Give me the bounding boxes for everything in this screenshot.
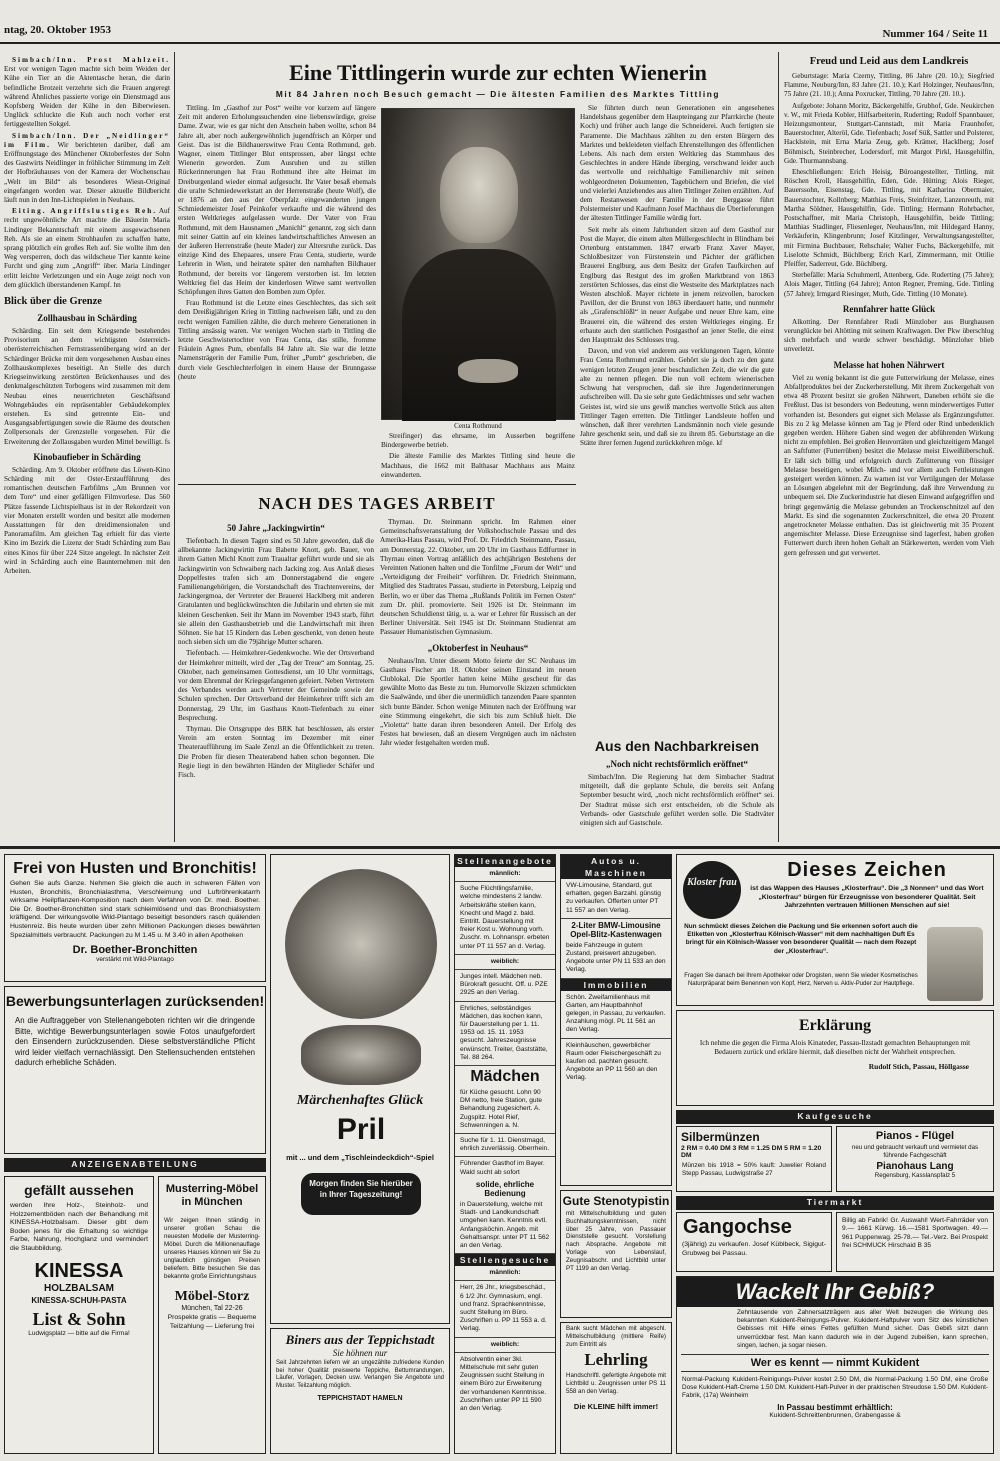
ad-text: Handschriftl. gefertigte Angebote mit Lichtbild u. Zeugnissen unter PS 11 558 an den Verlag.: [566, 1372, 666, 1395]
article-paragraph: Sie führten durch neun Generationen ein angesehenes Handelshaus gegenüber dem Haupteingang zur Pfarrkirche (heute Koch) und früher auch lange die Schneiderei. Auch fertigten sie Paramente. Die Machhaus zählten zu den ersten Bürgern des Marktes und bekleideten vielfach Ehrenstellungen des öffentlichen Lebens. Als nach dem ersten Weltkrieg das Stammhaus des Geschlechtes in andere Hände überging, verschwand leider auch das wertvolle und reichhaltige Familienarchiv mit seinen wohlgeordneten Dokumenten, Tagebüchern und Briefen, die viel und vielerlei Anziehendes aus alten Tittlinger Zeiten erzählten. Auf dem Restanwesen der Familie in der Berggasse führt Polstermeister und Kaufmann Josef Machhaus die Überlieferungen der ältesten Tittlinger Familie würdig fort.: [580, 104, 774, 223]
section-heading-nach-des-tages: NACH DES TAGES ARBEIT: [258, 494, 496, 513]
ad-text: neu und gebraucht verkauft und vermietet das führende Fachgeschäft: [851, 1144, 979, 1159]
article-signature: kf: [716, 439, 723, 448]
ad-kukident[interactable]: [676, 1276, 994, 1454]
ad-illustration-face: [285, 869, 437, 1019]
landkreis-heading: Freud und Leid aus dem Landkreis: [809, 56, 969, 67]
classified-item[interactable]: für Küche gesucht. Lohn 90 DM netto, freie Station, gute Behandlung zugesichert. A. Zugspitz. Hotel Rief, Schwenningen a. N.: [455, 1086, 555, 1134]
classified-item[interactable]: Ehrliches, selbständiges Mädchen, das kochen kann, für Dauerstellung per 1. 11. 1953 od. 15. 11. 1953 gesucht. Jahreszeugnisse erwünscht. Treiter, Gaststätte, Tel. 88 264.: [455, 1002, 555, 1066]
item-text: Neuhaus/Inn. Unter diesem Motto feierte der SC Neuhaus im Gasthaus Fischer am 18. Oktober seinen Einstand im neuen Clublokal. Die Sportler hatten keine Mühe gescheut für das gewählte Motto das Beste zu tun. Humorvolle Skizzen schmückten die Saalwände, und über die unermüdlich tanzenden Paare spannten sich bunte Bänder. Schon wenige Minuten nach der Eröffnung war eine Stimmung eingekehrt, die sich bis zum Schluß hielt. Die „Violetta“ hatte daran ihren besonderen Anteil. Der Erfolg des Festes hat bewiesen, daß an diesem Vergnügen auch im nächsten Jahr wieder festgehalten werden muß.: [380, 656, 576, 748]
classified-item[interactable]: in Dauerstellung, welche mit Stadt- und Landkundschaft umgehen kann. Kenntnis evtl. Anfangsköchin. Angeb. mit Gehaltsanspr. unter PT 11 562 an den Verlag.: [455, 1198, 555, 1254]
item-text: Tiefenbach. In diesen Tagen sind es 50 Jahre geworden, daß die allbekannte Jackingwirtin Frau Babette Knott, geb. Bauer, von ihrem Gatten Michl Knott zum Traualtar geführt wurde und sie als Jackingwirtin von Schwaiberg nach Jacking zog. Aus Anlaß dieses Doppelfestes trafen sich am Donnerstagabend die engere Familienangehörigen, die Vorstandschaft des Trachtenvereins, der Jackingergmoa, der Vertreter der Brauerei Hacklberg mit anderen Gratulanten und beglückwünschten die Jubilarin und ehrten sie mit kleinen Geschenken. Seit ihr Mann im November 1943 starb, führt sie allein den Gasthausbetrieb und die Landwirtschaft mit ihren Söhnen. Sie hat 15 Kindern das Leben geschenkt, von denen heute noch sieben sich um die 79jährige Mutter scharen.: [178, 537, 374, 647]
subheading: Zollhausbau in Schärding: [37, 313, 137, 324]
classified-item[interactable]: Suche für 1. 11. Dienstmagd, ehrlich zuverlässig. Oberrhein.: [455, 1134, 555, 1157]
item-text: Auf recht ungewöhnliche Art machte die Bäuerin Maria Lindinger Bekanntschaft mit einem ausgewachsenen Reh. Als sie an einem Strohhaufen zu schaffen hatte, sprang plötzlich ein großes Reh auf. Sie wollte ihm den Weg versperren, doch das wildscheue Tier kannte keine Furcht und ging zum „Angriff“ über. Maria Lindinger erlitt leichte Verletzungen und ein Auge zeigt noch von dem glücklich überstandenen Kampf.: [4, 207, 170, 289]
classified-item[interactable]: Suche Flüchtlingsfamilie, welche mindestens 2 landw. Arbeitskräfte stellen kann, Knecht und Magd z. bald. Eintritt. Dauerstellung mit freier Kost u. Wohnung vorh. Zuschr. m. Lohnanspr. erbeten unter PT 11 557 an d. Verlag.: [455, 882, 555, 955]
ad-erklaerung[interactable]: [676, 1010, 994, 1106]
sterbefaelle: Sterbefälle: Maria Schuhmertl, Attenberg, Gde. Ruderting (75 Jahre); Alois Mager, Tittling (64 Jahre); Anton Regner, Preming, Gde. Tittling (57 Jahre); Irmgard Riesinger, Muth, Gde. Tittling (10 Monate).: [784, 271, 994, 298]
category-label: männlich:: [455, 867, 555, 882]
subheading: „Oktoberfest in Neuhaus“: [427, 642, 529, 653]
ad-brand: Pril: [336, 1113, 386, 1146]
article-column-1: [178, 104, 376, 478]
ad-subtitle: KINESSA-SCHUH-PASTA: [31, 1295, 127, 1305]
item-text: Erst vor wenigen Tagen machte sich beim Weiden der Kühe ein Tier an die Aktentasche heran, die darin befindliche Brotzeit verzehrte sich die Frauen angeregt während Ähnliches passierte vorige ein Dienstmagd aus Kopfsberg Weiden der Kühe in den Biberwiesen. Unglück schluckte die Kuh auch noch vorher erst fertiggestellten Sokgel.: [4, 65, 170, 129]
ad-brand: KINESSA: [34, 1259, 124, 1282]
ad-text: Normal-Packung Kukident-Reinigungs-Pulver kostet 2.50 DM, die Normal-Packung 1.50 DM, eine Große Dose Kukident-Haft-Creme 1.50 DM. Kukident-Haft-Pulver in der praktischen Streudose 1.50 DM. Kukident-Fabrik, (17a) Weinheim: [682, 1376, 988, 1400]
ad-text: Münzen bis 1918 = 50% kauft: Juwelier Roland Stepp Passau, Ludwigstraße 27: [682, 1162, 826, 1177]
ad-title: Erklärung: [798, 1017, 871, 1034]
nach-column-1: [178, 518, 374, 840]
ad-shop: List & Sohn: [32, 1308, 126, 1329]
ad-brand: TEPPICHSTADT HAMELN: [317, 1395, 403, 1403]
ad-title: Wackelt Ihr Gebiß?: [677, 1277, 993, 1307]
ad-brand: Dr. Boether-Bronchitten: [72, 944, 198, 957]
ad-text: An die Auftraggeber von Stellenangeboten richten wir die dringende Bitte, wichtige Bewerbungsunterlagen sowie Fotos unaufgefordert den Einsendern zurückzusenden. Diese selbstverständliche Pflicht wird leider vielfach vernachlässigt. Den Stellensuchenden entstehen dadurch erhebliche Schäden.: [15, 1016, 255, 1067]
ad-address: Regensburg, Kasslanspfalz 5: [874, 1172, 956, 1180]
ad-kinessa[interactable]: [4, 1176, 154, 1454]
issue-date: ntag, 20. Oktober 1953: [4, 24, 112, 36]
ad-title: gefällt aussehen: [24, 1182, 134, 1198]
ads-divider: [0, 846, 1000, 849]
ad-text: Nun schmückt dieses Zeichen die Packung und Sie erkennen sofort auch die Etiketten von „Klosterfrau Kölnisch-Wasser“ mit dem nachhaltigen Duft Es bringt für ein Kölnisch-Wasser von besonderer Qualität — nach dem Rezept der „Klosterfrau“.: [684, 923, 918, 955]
subheading: 50 Jahre „Jackingwirtin“: [227, 523, 325, 533]
article-paragraph: Seit mehr als einem Jahrhundert sitzen auf dem Gasthof zur Post die Mayer, die einem alten Müllergeschlecht in Blindham bei Ortenburg entstammen. 1847 erwarb Franz Xaver Mayer, Schloßbesitzer von Fürstenstein und Pächter der gräflichen Brauerei Englburg, aus dem Besitz der Grafen Taufkirchen auf Englburg das Restgut des im großen Marktbrand von 1863 zerstörten Schlosses, das einst die Westseite des Marktplatzes nach Westen abschloß. Mayer richtete in jenem reizvollen, barocken Pavillon, der die Brunst von 1863 überdauert hatte, und nunmehr als „Grafenschlößl“ in neuer Aufgabe und neuer Ehre kam, eine Brauerei ein, die während des ersten Weltkrieges einging. Er erbaute auch den stattlichen Postgasthof an jener Stelle, die einst den Haupttrakt des Schlosses trug.: [580, 225, 774, 345]
subheading: Rennfahrer hatte Glück: [842, 303, 936, 314]
ad-title: Frei von Husten und Bronchitis!: [13, 860, 257, 877]
ad-pianos[interactable]: [836, 1126, 994, 1192]
classified-item[interactable]: Herr, 26 Jhr., kriegsbeschäd., 6 1/2 Jhr. Gymnasium, engl. und franz. Sprachkenntnisse, sucht Stellung im Büro. Zuschriften u. PP 11 553 a. d. Verlag.: [455, 1281, 555, 1337]
ad-bewerbung[interactable]: [4, 986, 266, 1154]
klosterfrau-badge: Kloster frau: [683, 861, 741, 919]
ad-brand: Wer es kennt — nimmt Kukident: [681, 1354, 989, 1372]
ad-subtitle: mit ... und dem „Tischleindeckdich“-Spiel: [286, 1153, 434, 1162]
ad-title: Pianos - Flügel: [875, 1130, 955, 1142]
article-paragraph: Die älteste Familie des Marktes Tittling sind heute die Machhaus, die 1662 mit Balthasar Machhaus aus Mainz einwanderten.: [381, 452, 575, 479]
left-column: [4, 56, 170, 836]
item-text: Alkotting. Der Rennfahrer Rudi Münzlober aus Burghausen verunglückte bei Altötting mit seinem Kraftwagen. Der Pkw überschlug sich mehrfach und wurde schwer beschädigt. Münzloher blieb unverletzt.: [784, 317, 994, 354]
ad-text: mit Mittelschulbildung und guten Buchhaltungskenntnissen, nicht über 25 Jahre, von Passauer Dienststelle gesucht. Vorstellung nach Absprache. Angebote mit Vorlage von Lebenslauf, Zeugnisabschr. und Lichtbild unter PT 1199 an den Verlag.: [566, 1210, 666, 1272]
item-title: Simbach/Inn. Prost Mahlzeit.: [12, 56, 170, 64]
classified-title: solide, ehrliche Bedienung: [475, 1179, 535, 1198]
photo-hands: [458, 359, 518, 383]
issue-number: Nummer 164 / Seite 11: [882, 28, 988, 40]
ad-shop: In Passau bestimmt erhältlich:: [777, 1402, 893, 1412]
ad-klosterfrau[interactable]: [676, 854, 994, 1006]
ad-classifieds-markt: [560, 854, 672, 1186]
classified-item[interactable]: VW-Limousine, Standard, gut erhalten, gegen Barzahl. günstig zu verkaufen. Offerten unter PT 11 557 an den Verlag.: [561, 879, 671, 919]
photo-figure: [402, 249, 556, 421]
article-paragraph: Tittling. Im „Gasthof zur Post“ weilte vor kurzem auf längere Zeit mit anderen Erholungssuchenden eine liebenswürdige, greise Dame. Zwar, wie es gar nicht den Anschein haben wollte, schon 84 Jahre alt, aber noch außergewöhnlich jugendfrisch an Körper und Geist. Das ist die Bildhauerswitwe Frau Centa Rothmund, geb. Wagner, einem Tittlinger Blut entsprossen, aber längst echte Wienerin geworden. Zum Ausruhen und zu stillen Rückerinnerungen hat Frau Rothmund ihre alte Heimat im Dreiburgenland wieder einmal aufgesucht. Ihr Vater besaß ehemals die uralte Schmiedewerkstatt an der Herrenstraße (heute Wolf), die er 1876 an den aus der Oberpfalz eingewanderten jungen Schmiedemeister Josef Peinkofer verkaufte und die während des ersten Weltkrieges aufgelassen wurde. Der Vater von Frau Rothmund, mit dem Hausnamen „Manichl“ genannt, zog sich dann mit seiner Gattin auf ein kleines landwirtschaftliches Anwesen an der äußeren Herrenstraße (heute Mader) zur Altersruhe zurück. Das einzige Kind des Ehepaares, unsere Frau Centa, studierte, wurde Lehrerin in Wien, und heiratete später den namhaften Bildhauer Rothmund, der bereits vor längerem verstorben ist. Im letzten Weltkrieg fiel das Heim der kinderlosen Witwe samt wertvollen Schöpfungen ihres Gatten den Bomben zum Opfer.: [178, 104, 376, 297]
nach-column-2: [380, 518, 576, 840]
ad-text: Gehen Sie aufs Ganze. Nehmen Sie gleich die auch in schweren Fällen von Husten, Bronchitis, Bronchialasthma, Verschleimung und Luftröhrenkatarrh wirksame Heilpflanzen-Komposition nach dem Verfahren von Dr. med. Boether. Die Dr. Boether-Bronchitten sind stark schleimlösend und das Bronchialsystem kräftigend. Der wirkungsvolle Wild-Plantago beseitigt besonders rasch quälenden Hustenreiz. Bis heute wurden über zehn Millionen Packungen dieses bewährten Spezialmittels verbraucht. Packungen zu M 1.45 u. M 3.40 in allen Apotheken: [10, 880, 260, 939]
classified-item[interactable]: Absolventin einer 3kl. Mittelschule mit sehr guten Zeugnissen sucht Stellung in einem Büro zur Erweiterung der vorhandenen Kenntnisse. Zuschriften unter PP 11 590 an den Verlag.: [460, 1355, 547, 1412]
ad-title: Gangochse: [683, 1216, 792, 1238]
ad-title: Dieses Zeichen: [787, 859, 947, 881]
ad-bronchitis[interactable]: [4, 854, 266, 982]
category-label: weiblich:: [455, 1338, 555, 1353]
ad-text: Ich nehme die gegen die Firma Alois Kinateder, Passau-Ilzstadt gemachten Behauptungen mit Bedauern zurück und erkläre hiermit, daß dieselben nicht der Wahrheit entsprechen.: [699, 1039, 971, 1057]
tiermarkt-bar: Tiermarkt: [676, 1196, 994, 1210]
ad-rates: 2 RM = 0.40 DM 3 RM = 1.25 DM 5 RM = 1.20 DM: [681, 1145, 822, 1159]
ad-text: Bank sucht Mädchen mit abgeschl. Mittelschulbildung (mittlere Reife) zum Eintritt als: [566, 1325, 666, 1348]
item-text: Schärding. Ein seit dem Kriegsende bestehendes Provisorium an dem wichtigsten österreich-oberösterreichischen Fernstrassenübergang wird an der Schärdinger Brücke mit dem vorgesehenen Ausbau eines Zollhauskomplexes beseitigt. An Stelle des durch Kriegseinwirkung zerstörten Brückenhauses und des denkmalgeschützten Torbogens wird zusammen mit dem Neubau eines neuerrichteten Geschäftsund Wohngebäudes ein repräsentabler Gebäudekomplex erstehen. Es sind getrennte Ein- und Ausgangsabfertigungen sowie die Räume des deutschen Zollpersonals der Grenzstelle vorgesehen. Für die Erweiterung der Zollausgaben wurden Mittel bewilligt.: [4, 327, 170, 446]
ad-note: Die KLEINE hilft immer!: [573, 1401, 659, 1411]
ad-title: Gute Stenotypistin: [562, 1194, 670, 1208]
article-paragraph: Frau Rothmund ist die Letzte eines Geschlechtes, das sich seit dem Dreißigjährigen Krieg in Tittling nachweisen läßt, und zu den recht wenigen Familien zählte, die durch mehrere Generationen in Tittling ansässig waren. Vor wenigen Wochen starb in Tittling die letzte Geschwistertochter von Frau Centa, das stille, fromme Fräulein Agnes Pum, ebenfalls 84 Jahre alt. Sie war die letzte Namensträgerin der Familie Pum, früher „Pumb“ geschrieben, die durch viele Geschlechterfolgen in einem Hause der Brunngasse (heute: [178, 299, 376, 381]
ad-pril[interactable]: [270, 854, 450, 1324]
nachbarkreisen-heading: Aus den Nachbarkreisen: [594, 738, 760, 754]
ad-text: Zehntausende von Zahnersatzträgern aus aller Welt bezeugen die Wirkung des bekannten Kukident-Reinigungs-Pulver. Kukident-Haftpulver vom Sitz des künstlichen Gebisses mit Hilfe eines Fettes gefüllten Mund sicher. Das Gebiß sitzt dann unverrückbar fest. Man kann dadurch wie in der Jugend zubeißen, kann sprechen, singen, lachen, ja sogar niesen.: [737, 1309, 988, 1349]
ad-text: Wir zeigen Ihnen ständig in unserer großen Schau die neuesten Modelle der Musterring-Möbel. Durch die Millionenauflage unseres Hauses können wir Sie zu unglaublich günstigen Preisen beliefern. Bitte besuchen Sie das bekannte große Einrichtungshaus: [164, 1217, 260, 1280]
ad-title: Märchenhaftes Glück: [296, 1093, 424, 1108]
item-text: Simbach/Inn. Die Regierung hat dem Simbacher Stadtrat mitgeteilt, daß die geplante Schule, die bereits seit Anfang September besucht wird, „noch nicht rechtsförmlich eröffnet“ sei. Der Stadtrat müsse sich erst entscheiden, ob die Schule als Verbands- oder Gastschule geführt werden solle. Die Stadtväter einigten sich auf Gastschule.: [580, 773, 774, 828]
ad-signature: Rudolf Stich, Passau, Höllgasse: [868, 1061, 969, 1071]
ad-title: Biners aus der Teppichstadt: [285, 1332, 435, 1347]
article-column-3: [580, 104, 774, 734]
classified-item[interactable]: Kleinhäuschen, gewerblicher Raum oder Fleischergeschäft zu kaufen od. pachten gesucht. Angebote an PP 11 560 an den Verlag.: [566, 1041, 661, 1082]
item-signature: fs: [164, 437, 170, 446]
section-rule: [178, 484, 576, 485]
bottle-icon: [927, 927, 983, 1001]
ad-title: Bewerbungsunterlagen zurücksenden!: [5, 993, 265, 1009]
ad-text: ist das Wappen des Hauses „Klosterfrau“. Die „3 Nonnen“ und das Wort „Klosterfrau“ bürgen für Erzeugnisse von besonderer Qualität. Seit Jahrzehnten vertrauen Millionen Menschen auf sie!: [750, 885, 984, 910]
item-text: Tiefenbach. — Heimkehrer-Gedenkwoche. Wie der Ortsverband der Heimkehrer mitteilt, wird der „Tag der Treue“ am Sonntag, 25. Oktober, nach gemeinsamen Gottesdienst, um 10 Uhr vormittags, vor dem Ehrenmal der Kriegsgefangenen gefeiert. Neben Vertretern des Verbandes werden auch Vertreter der Gemeinde sowie der Schulen sprechen. Der Ortsverband der Heimkehrer trifft sich am Donnerstag, 29 Uhr, im Gasthaus Knott-Tiefenbach zu einer Besprechung.: [178, 649, 374, 722]
article-column-2: [381, 432, 575, 480]
right-column: [784, 56, 994, 840]
ad-lehrling[interactable]: [560, 1322, 672, 1454]
autos-bar: Autos u. Maschinen: [561, 855, 671, 879]
subheading: Melasse hat hohen Nährwert: [833, 359, 945, 370]
ad-address: München, Tal 22-26: [181, 1305, 243, 1312]
section-heading: Blick über die Grenze: [4, 296, 102, 308]
immobilien-bar: Immobilien: [561, 979, 671, 991]
classified-title: 2-Liter BMW-Limousine: [571, 920, 661, 930]
ad-text: Billig ab Fabrik! Gr. Auswahl! Wert-Fahrräder von 9.— 1661 Kürwg. 16.—1581 Sportwagen. 49.—961 Puppenwag. 25-78.— Tel.-Verz. Bei Prospekt frei SCHMUCK Hirschaid B 35: [842, 1217, 988, 1250]
photo-caption: Centa Rothmund: [454, 422, 502, 430]
article-paragraph: Davon, und von viel anderem aus verklungenen Tagen, könnte Frau Centa Rothmund erzählen. Gehört sie ja doch zu den ganz wenigen letzten Zeugen jener beschaulichen Zeit, die wir die gute alte zu nennen pflegen. Die nun voll echtem wienerischen Schwung hat versprochen, daß sie ihre Jugenderinnerungen aufschreiben will. Da sie sehr gute Gedächtnisses und sehr wachen Geistes ist, wird sie uns gewiß manches wertvolle Stück aus alten Tittlinger Tagen erretten. Die Tittlinger Landsleute hoffen und wünschen, daß ihrer verehrten Landsmännin noch viele gesunde Jahre geschenkt sein, und daß sie zu ihrem 85. Geburtstage an die Stätte ihrer fernen Jugend zurückkehren möge.: [580, 347, 774, 448]
nachbarkreisen-block: [580, 738, 774, 840]
ad-subtitle: HOLZBALSAM: [44, 1282, 114, 1294]
eheschliessungen: Eheschließungen: Erich Heisig, Büroangestellter, Tittling, mit Röschen Kroll, Hausgehilfin, Eden, Gde. Hütting; Alois Rieger, Bauerssohn, Eisenstag, Gde. Tittling, mit Katharina Obermaier, Bauerstochter, Kollnberg; Matthias Freis, Steinfritzer, Lanzenreuth, mit Martha Söldner, Hausgehilfin, Gde. Tittling; Hermann Rohrbacher, Postschaffner, mit Maria Christoph, Hausgehilfin, beide Tittling; Matthias Stadlinger, Fliesenleger, Neuhaus/Inn, mit Hildegard Hanny, Verkäuferin, Klingenbrunn; Josef Kitzlinger, Verwaltungsangestellter, mit Firmina Buchbauer, Rehschale; Walter Fuchs, Bäckergehilfe, mit Liselotte Schmidt, Büchlberg; Erich Karl, Zimmermann, mit Ottilie Pfeiffer, Saderreut, Gde. Büchlberg.: [784, 168, 994, 269]
classified-title: Mädchen: [470, 1068, 540, 1086]
classified-title: Opel-Blitz-Kastenwagen: [570, 929, 662, 939]
item-text: Thyrnau. Die Ortsgruppe des BRK hat beschlossen, als erster Verein am ersten Sonntag im Dezember mit einer Theateraufführung im Saale Zenzl an die Öffentlichkeit zu treten. Die Proben für diesen Theaterabend haben schon begonnen. Die Regie liegt in den bewährten Händen der Mitglieder Schäfer und Fisch.: [178, 725, 374, 780]
photo-face: [440, 147, 518, 243]
page-header: [0, 0, 1000, 44]
item-signature: hn: [113, 280, 121, 289]
ad-moebel[interactable]: [158, 1176, 266, 1454]
ad-text: werden Ihre Holz-, Steinholz- und Holzzementböden nach der Behandlung mit KINESSA-Holzbalsam. Dieser gibt dem Boden jenes für die Erhaltung so wichtige Farbe, Nahrung, Hochglanz und vermindert die Staubbildung.: [10, 1202, 148, 1252]
item-text: Wir berichteten darüber, daß am Eröffnungstage des Münchener Oktoberfestes der Sohn des Gastwirts Neidlinger in fröhlicher Stimmung im Zelt der Hofbräuhauses von der Kamera der Wochenschau „Welt im Bild“ als besonderes Wiesn-Original eingefangen worden war. Dieser aktuelle Bildbericht läuft nun in den Inn-Lichtspielen in Neuhaus.: [4, 140, 170, 205]
item-text: Schärding. Am 9. Oktober eröffnete das Löwen-Kino Schärding mit der Oster-Erstaufführung des romantischen deutschen Farbfilms „Am Brunnen vor dem Tore“ und einer gefälligen Filmvorlese. Das 560 Plätze fassende Lichtspielhaus ist in der Rekordzeit von vier Monaten erstellt worden und besitzt alle modernen Ausstattungen für den dreidimensionalen und Panoramafilm. Am gleichen Tag erhielt für das vierte Kino im Bezirk die Lizenz der Stadt Schärding zum Bau eines Kinos für über 224 Sitze angelegt. In nächster Zeit wird in Schärding auch eine Baunternehmen mit den Arbeiten.: [4, 465, 170, 575]
category-label: weiblich:: [455, 955, 555, 970]
classified-item[interactable]: Führender Gasthof im Bayer. Wald sucht ab sofort: [460, 1160, 545, 1176]
item-title: Simbach/Inn. Der „Neidlinger“ im Film.: [4, 131, 170, 149]
item-text: Viel zu wenig bekannt ist die gute Futterwirkung der Melasse, eines Abfallproduktes bei der Zuckerherstellung. Mit ihrem Zuckergehalt von etwa 48 Prozent besitzt sie großen Nährwert, Daneben erhöht sie die Freßlust. Das ist besonders von Bedeutung, wenn minderwertiges Futter vorhanden ist. Besonders gut eignet sich Melasse als Ergänzungsfutter. Bis zu 2 kg Melasse können am Tag je Pferd oder Rind unbedenklich gegeben werden. Höhere Gaben sind wegen der abführenden Wirkung nicht zu empfehlen. Bei großen Heuvorräten und gleichzeitigem Mangel an Saftfutter (Futterrüben) besitzt die Melasse meist Eiweißüberschuß. Er läßt sich billig und erfolgreich durch Zufütterung von flüssiger Melasse beseitigen, wobei Milch- und vor allem auch Fettleistungen gesteigert werden können. Zu warnen ist vor Vertilgungen der Melasse an Lösungen abgelehnt mit der Begründung, daß ihre Verwendung zu unbequem sei. Die Zuckerindustrie hat diesen Einwand aufgegriffen und bringt gegenwärtig die Melasse gebunden an Trockenschnitzel auf den Markt. Es sind die sogenannten Zuckerschnitzel, die etwa 20 Prozent angetrockneter Melasse enthalten. Das ist gleichwertig mit 35 Prozent angemischter Melasse. Diese Erzeugnisse sind lagerfest, haben großen Futterwert durch ihren hohen Gehalt an Stärkewerten, werden vom Vieh gern gefressen und gut verwertet.: [784, 373, 994, 557]
ad-note: Morgen finden Sie hierüber in Ihrer Tageszeitung!: [301, 1173, 421, 1215]
ad-subtitle: Sie höhnen nur: [332, 1348, 388, 1358]
classified-item[interactable]: Junges intell. Mädchen neb. Bürokraft gesucht. Off. u. PZE 2925 an den Verlag.: [455, 970, 555, 1002]
ad-title: Silbermünzen: [681, 1130, 760, 1144]
ad-note: Prospekte gratis — Bequeme Teilzahlung — Lieferung frei: [167, 1314, 257, 1330]
ad-brand: Pianohaus Lang: [876, 1161, 954, 1173]
ad-classifieds-stellen: [454, 854, 556, 1454]
ad-text: (3jährig) zu verkaufen. Josef Küblbeck, Sigigut-Grubweg bei Passau.: [682, 1241, 826, 1257]
ad-stenotypistin[interactable]: [560, 1190, 672, 1318]
ad-teppich[interactable]: [270, 1328, 450, 1454]
article-subheadline: Mit 84 Jahren noch Besuch gemacht — Die ältesten Familien des Marktes Tittling: [275, 89, 721, 99]
anzeigen-bar: ANZEIGENABTEILUNG: [4, 1158, 266, 1172]
ad-subtitle: verstärkt mit Wild-Plantago: [96, 956, 174, 964]
stellengesuche-bar: Stellengesuche: [455, 1254, 555, 1266]
category-label: männlich:: [455, 1266, 555, 1281]
article-paragraph: Streifinger) das ehrsame, im Ausserben begriffene Bindergewerbe betrieb.: [381, 432, 575, 450]
geburtstage: Geburtstage: Maria Czerny, Tittling, 86 Jahre (20. 10.); Siegfried Flamme, Neuburg/Inn, 83 Jahre (21. 10.); Karl Holzinger, Neuhaus/Inn, 75 Jahre (21. 10.); Anna Poxrucker, Tittling, 70 Jahre (20. 10.).: [784, 72, 994, 99]
classified-item[interactable]: Schön. Zweifamilienhaus mit Garten, am Hauptbahnhof gelegen, in Passau, zu verkaufen. Anzahlung mögl. PL 11 561 an den Verlag.: [561, 991, 671, 1039]
aufgebote: Aufgebote: Johann Moritz, Bäckergehilfe, Grubhof, Gde. Neukirchen v. W., mit Frieda Kobler, Hilfsarbeiterin, Ruderting; Rudolf Spannbauer, Heizungsmonteur, Stuttgart-Cannstadt, mit Maria Fraunhofer, Bauerstochter, Alteröl, Gde. Tiefenbach; Josef Süß, Sattler und Polsterer, Hacklstein, mit Erna Maria Zeug, geb. Krämer, Hacklberg; Josef Böhmisch, Steinbrecher, Lodersdorf, mit Margot Pirkl, Hausgehilfin, Gde. Thurmannsbang.: [784, 101, 994, 165]
ad-silbermuenzen[interactable]: [676, 1126, 832, 1192]
subheading: „Noch nicht rechtsförmlich eröffnet“: [605, 759, 749, 769]
column-divider: [778, 52, 779, 842]
ad-title: Lehrling: [584, 1350, 648, 1370]
column-divider: [174, 52, 175, 842]
article-headline: Eine Tittlingerin wurde zur echten Wienerin: [289, 60, 707, 85]
stellenangebote-bar: Stellenangebote: [455, 855, 555, 867]
ad-shop: Kukident-Schreittenbrunnen, Grabengasse &: [769, 1411, 901, 1419]
item-text: Thyrnau. Dr. Steinmann spricht. Im Rahmen einer Gemeinschaftsveranstaltung der Volkshochschule Passau und des Amerika-Haus Passau, wird Prof. Dr. Friedrich Steinmann, Passau, am Donnerstag, 22. Oktober, um 20 Uhr im Gasthaus Edlfurtner in Thyrnau einen Vortrag anläßlich des achtjährigen Bestehens der Vereinten Nationen halten und die Tonfilme „Forum der Welt“ und „Verteidigung der Freiheit“ vorführen. Dr. Friedrich Steinmann, Mitglied des Stadtrates Passau, studierte in Petersburg, Leipzig und Berlin, wo er über das Thema „Rußlands Politik im Fernen Osten“ zum Dr. phil. promovierte. Seit 1926 ist Dr. Steinmann im deutschen Schuldienst tätig, u. a. war er Lehrer für Russisch an der Berliner Universität. Seit 1945 ist Dr. Steinmann Studienrat am Passauer Humanistischen Gymnasium.: [380, 518, 576, 637]
portrait-photo: [381, 108, 575, 420]
ad-text: Seit Jahrzehnten liefern wir an ungezählte zufriedene Kunden bei hoher Qualität preiswerte Teppiche, Bettumrandungen, Läufer, Vorlagen, Decken usw. Verlangen Sie Angebote und Muster. Teilzahlung möglich.: [276, 1360, 444, 1389]
subheading: Kinobaufieber in Schärding: [33, 451, 141, 462]
kaufgesuche-bar: Kaufgesuche: [676, 1110, 994, 1124]
classified-item[interactable]: beide Fahrzeuge in gutem Zustand, preiswert abzugeben. Angebote unter PN 11 533 an den Verlag.: [561, 939, 671, 979]
ad-title: Musterring-Möbel in München: [165, 1183, 259, 1208]
ad-gangochse[interactable]: [676, 1212, 832, 1272]
ad-illustration-faces: [301, 1025, 421, 1085]
ad-brand: Möbel-Storz: [174, 1289, 250, 1304]
ad-fahrraeder[interactable]: [836, 1212, 994, 1272]
item-title: Eiting. Angriffslustiges Reh.: [12, 207, 158, 216]
ad-address: Ludwigsplatz — bitte auf die Firma!: [28, 1329, 130, 1337]
ad-text: Fragen Sie danach bei Ihrem Apotheker oder Drogisten, wenn Sie wieder Kosmetisches Naturpräparat beim Benennen von Kopf, Herz, Nerven u. Aktiv-Puder zur Hautpflege.: [684, 973, 918, 987]
